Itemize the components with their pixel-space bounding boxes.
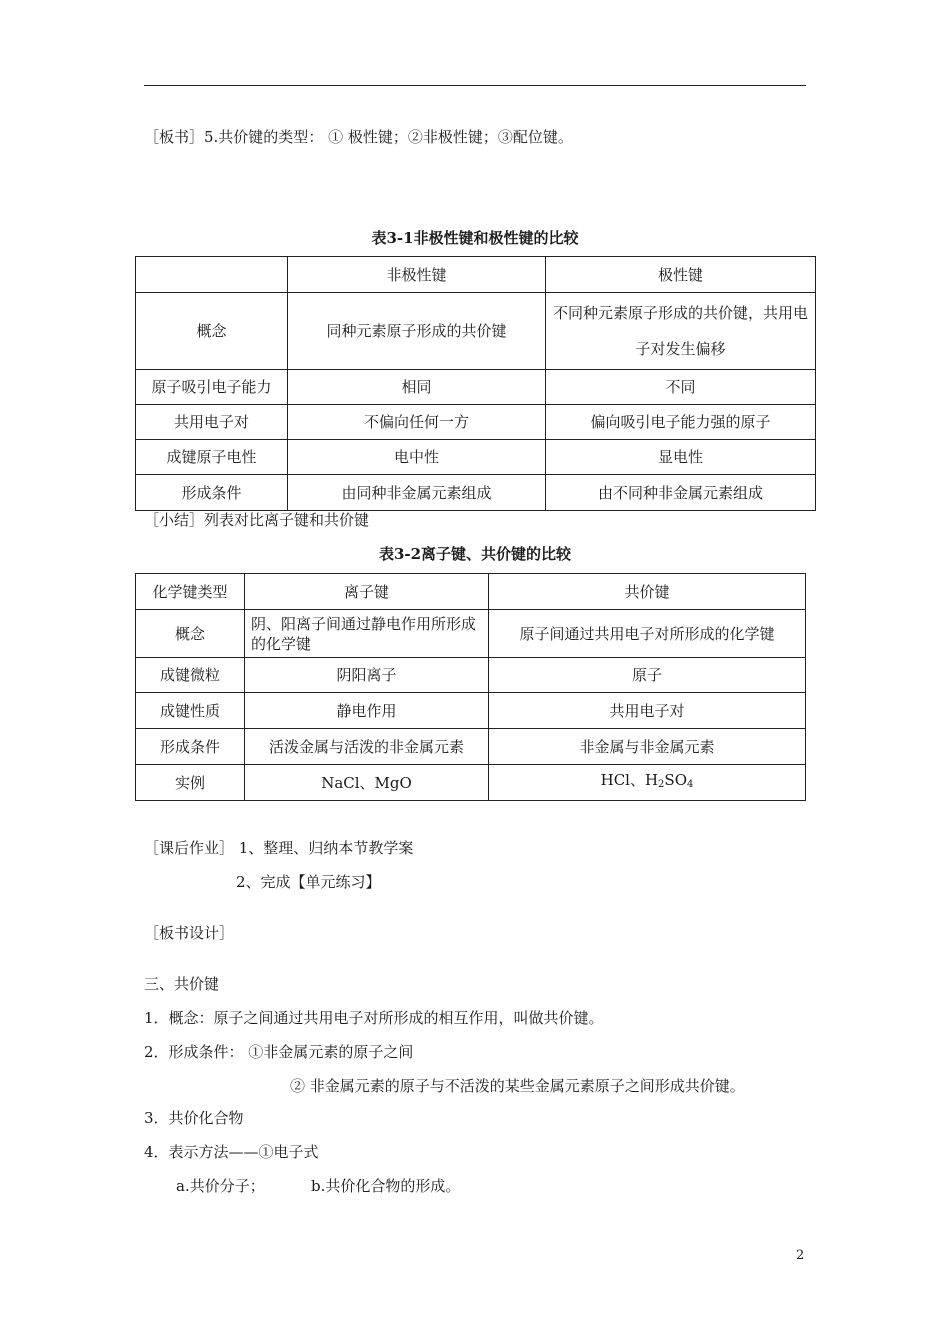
table-cell: 相同 bbox=[288, 370, 546, 405]
table-ionic-vs-covalent bbox=[135, 573, 806, 801]
table-cell: 由同种非金属元素组成 bbox=[288, 475, 546, 511]
table2-caption: 表3-2离子键、共价键的比较 bbox=[378, 545, 572, 563]
table-header-cell bbox=[136, 257, 288, 293]
table-row bbox=[136, 293, 816, 370]
table-cell: NaCl、MgO bbox=[245, 765, 489, 801]
table-row bbox=[136, 693, 806, 729]
table-header-row bbox=[136, 574, 806, 610]
outline-item-2b: ② 非金属元素的原子与不活泼的某些金属元素原子之间形成共价键。 bbox=[290, 1077, 745, 1095]
table-cell: 共用电子对 bbox=[136, 405, 288, 440]
formula-subscript: 4 bbox=[687, 779, 694, 790]
header-rule bbox=[144, 85, 806, 86]
table-cell: 概念 bbox=[136, 293, 288, 370]
table-row bbox=[136, 405, 816, 440]
table-header-cell: 非极性键 bbox=[288, 257, 546, 293]
table-cell-formula bbox=[489, 765, 806, 801]
table-row bbox=[136, 440, 816, 475]
table-cell: 静电作用 bbox=[245, 693, 489, 729]
table-nonpolar-vs-polar bbox=[135, 256, 816, 511]
formula-text: SO bbox=[664, 771, 687, 789]
table-cell: 成键微粒 bbox=[136, 658, 245, 693]
formula-text: HCl、H bbox=[600, 771, 659, 789]
outline-item-2: 2．形成条件： ①非金属元素的原子之间 bbox=[144, 1043, 414, 1061]
table-row bbox=[136, 370, 816, 405]
table-cell: 原子吸引电子能力 bbox=[136, 370, 288, 405]
table-cell: 不同种元素原子形成的共价键，共用电子对发生偏移 bbox=[546, 293, 816, 370]
table-cell: 由不同种非金属元素组成 bbox=[546, 475, 816, 511]
outline-item-3: 3．共价化合物 bbox=[144, 1109, 244, 1127]
table-cell: 原子 bbox=[489, 658, 806, 693]
outline-item-4a: a.共价分子； bbox=[176, 1177, 265, 1195]
board-design-heading: ［板书设计］ bbox=[144, 924, 235, 942]
summary-note: ［小结］列表对比离子键和共价键 bbox=[144, 511, 370, 529]
table-header-cell: 极性键 bbox=[546, 257, 816, 293]
table-cell: 显电性 bbox=[546, 440, 816, 475]
table-cell: 共用电子对 bbox=[489, 693, 806, 729]
table-cell: 成键原子电性 bbox=[136, 440, 288, 475]
table-cell: 成键性质 bbox=[136, 693, 245, 729]
table-cell: 阴、阳离子间通过静电作用所形成的化学键 bbox=[245, 610, 489, 658]
outline-title: 三、共价键 bbox=[144, 975, 220, 993]
table-cell: 原子间通过共用电子对所形成的化学键 bbox=[489, 610, 806, 658]
table-header-cell: 化学键类型 bbox=[136, 574, 245, 610]
table-cell: 非金属与非金属元素 bbox=[489, 729, 806, 765]
table-cell: 电中性 bbox=[288, 440, 546, 475]
table-cell: 不偏向任何一方 bbox=[288, 405, 546, 440]
table-cell: 形成条件 bbox=[136, 729, 245, 765]
outline-item-4: 4．表示方法——①电子式 bbox=[144, 1143, 319, 1161]
table-header-cell: 共价键 bbox=[489, 574, 806, 610]
formula-subscript: 2 bbox=[658, 779, 665, 790]
table-cell: 阴阳离子 bbox=[245, 658, 489, 693]
board-note-bond-types: ［板书］5.共价键的类型： ① 极性键；②非极性键；③配位键。 bbox=[144, 128, 573, 146]
outline-item-1: 1．概念：原子之间通过共用电子对所形成的相互作用，叫做共价键。 bbox=[144, 1009, 604, 1027]
table-row bbox=[136, 610, 806, 658]
table1-caption: 表3-1非极性键和极性键的比较 bbox=[371, 229, 579, 247]
outline-item-4b: b.共价化合物的形成。 bbox=[311, 1177, 461, 1195]
page-number: 2 bbox=[796, 1248, 805, 1263]
table-cell: 概念 bbox=[136, 610, 245, 658]
table-row bbox=[136, 765, 806, 801]
table-cell: 活泼金属与活泼的非金属元素 bbox=[245, 729, 489, 765]
table-cell: 形成条件 bbox=[136, 475, 288, 511]
table-cell: 偏向吸引电子能力强的原子 bbox=[546, 405, 816, 440]
table-row bbox=[136, 658, 806, 693]
table-cell: 实例 bbox=[136, 765, 245, 801]
table-row bbox=[136, 729, 806, 765]
table-cell: 不同 bbox=[546, 370, 816, 405]
table-row bbox=[136, 475, 816, 511]
table-header-row bbox=[136, 257, 816, 293]
homework-item-2: 2、完成【单元练习】 bbox=[236, 873, 381, 891]
table-cell: 同种元素原子形成的共价键 bbox=[288, 293, 546, 370]
homework-item-1: ［课后作业］ 1、整理、归纳本节教学案 bbox=[144, 839, 414, 857]
table-header-cell: 离子键 bbox=[245, 574, 489, 610]
